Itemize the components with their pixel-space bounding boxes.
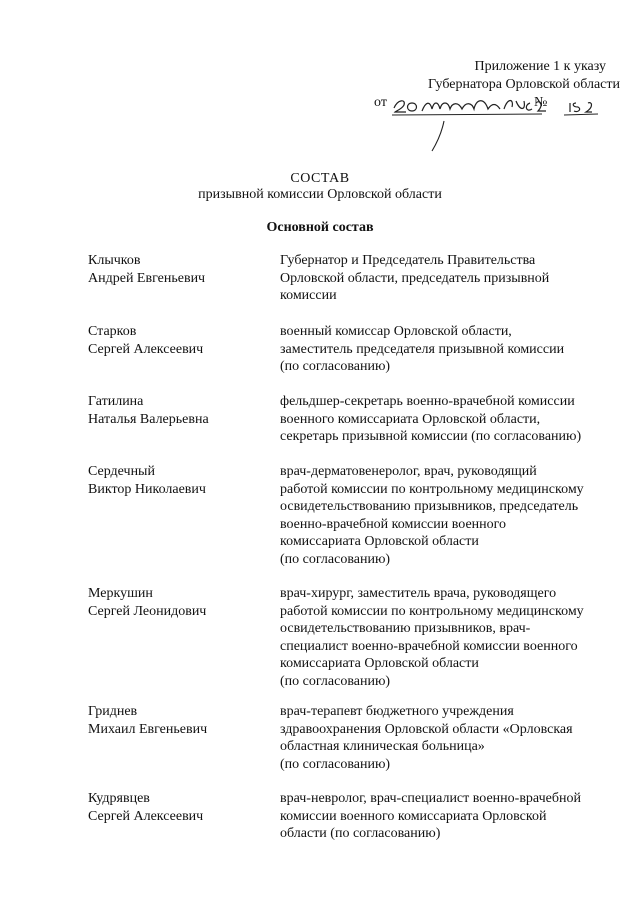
- member-role: [280, 323, 616, 376]
- member-given-name: Андрей Евгеньевич: [88, 270, 206, 286]
- role-line: военный комиссар Орловской области,: [280, 324, 512, 339]
- role-line: комиссариата Орловской области: [280, 656, 479, 671]
- member-name: [88, 463, 273, 498]
- member-given-name: Сергей Алексеевич: [88, 808, 204, 824]
- role-line: фельдшер-секретарь военно-врачебной комиссии: [280, 394, 575, 409]
- member-surname: Кудрявцев: [88, 791, 150, 806]
- member-role: [280, 790, 616, 843]
- member-given-name: Михаил Евгеньевич: [88, 721, 208, 737]
- role-line: врач-терапевт бюджетного учреждения: [280, 704, 514, 719]
- appendix-date-line: [370, 94, 620, 112]
- role-line: военно-врачебной комиссии военного: [280, 516, 507, 532]
- role-line: Губернатор и Председатель Правительства: [280, 253, 536, 268]
- role-line: врач-дерматовенеролог, врач, руководящий: [280, 464, 537, 479]
- role-line: работой комиссии по контрольному медицинскому: [280, 603, 584, 619]
- member-surname: Гриднев: [88, 704, 138, 719]
- member-role: [280, 703, 616, 773]
- role-line: освидетельствованию призывников, врач-: [280, 621, 531, 636]
- role-line: секретарь призывной комиссии (по согласованию): [280, 429, 582, 444]
- document-title: СОСТАВ: [290, 171, 350, 186]
- member-surname: Сердечный: [88, 464, 155, 479]
- member-role: [280, 393, 616, 446]
- number-label: №: [533, 95, 548, 110]
- appendix-header: [370, 58, 620, 112]
- role-line: комиссии военного комиссариата Орловской: [280, 808, 547, 824]
- member-surname: Клычков: [88, 253, 141, 268]
- role-line: врач-хирург, заместитель врача, руководящего: [280, 586, 557, 601]
- member-role: [280, 585, 616, 690]
- role-line: Орловской области, председатель призывной: [280, 270, 550, 286]
- handwritten-date-signature: [392, 91, 622, 161]
- role-line: комиссариата Орловской области: [280, 534, 479, 549]
- role-line: (по согласованию): [280, 359, 391, 374]
- role-line: врач-невролог, врач-специалист военно-врачебной: [280, 791, 581, 806]
- member-surname: Старков: [88, 324, 137, 339]
- member-given-name: Сергей Алексеевич: [88, 341, 204, 357]
- role-line: здравоохранения Орловской области «Орловская: [280, 721, 573, 737]
- member-name: [88, 393, 273, 428]
- role-line: (по согласованию): [280, 673, 391, 689]
- member-surname: Меркушин: [88, 586, 153, 601]
- appendix-line-1: Приложение 1 к указу: [474, 59, 606, 74]
- role-line: областная клиническая больница»: [280, 739, 485, 754]
- role-line: заместитель председателя призывной комиссии: [280, 341, 565, 357]
- role-line: (по согласованию): [280, 756, 391, 772]
- appendix-line-2: Губернатора Орловской области: [427, 77, 620, 92]
- role-line: военного комиссариата Орловской области,: [280, 411, 541, 427]
- member-given-name: Наталья Валерьевна: [88, 411, 209, 427]
- member-name: [88, 323, 273, 358]
- member-role: [280, 463, 616, 568]
- member-name: [88, 703, 273, 738]
- role-line: области (по согласованию): [280, 826, 441, 841]
- member-name: [88, 585, 273, 620]
- role-line: (по согласованию): [280, 551, 391, 567]
- member-surname: Гатилина: [88, 394, 144, 409]
- member-given-name: Сергей Леонидович: [88, 603, 207, 619]
- role-line: работой комиссии по контрольному медицинскому: [280, 481, 584, 497]
- member-name: [88, 252, 273, 287]
- member-name: [88, 790, 273, 825]
- role-line: комиссии: [280, 288, 337, 303]
- document-subtitle: призывной комиссии Орловской области: [198, 187, 442, 202]
- role-line: специалист военно-врачебной комиссии военного: [280, 638, 578, 654]
- role-line: освидетельствованию призывников, председатель: [280, 499, 579, 514]
- section-heading: Основной состав: [266, 220, 374, 235]
- member-given-name: Виктор Николаевич: [88, 481, 206, 497]
- from-label: от: [374, 95, 387, 110]
- member-role: [280, 252, 616, 305]
